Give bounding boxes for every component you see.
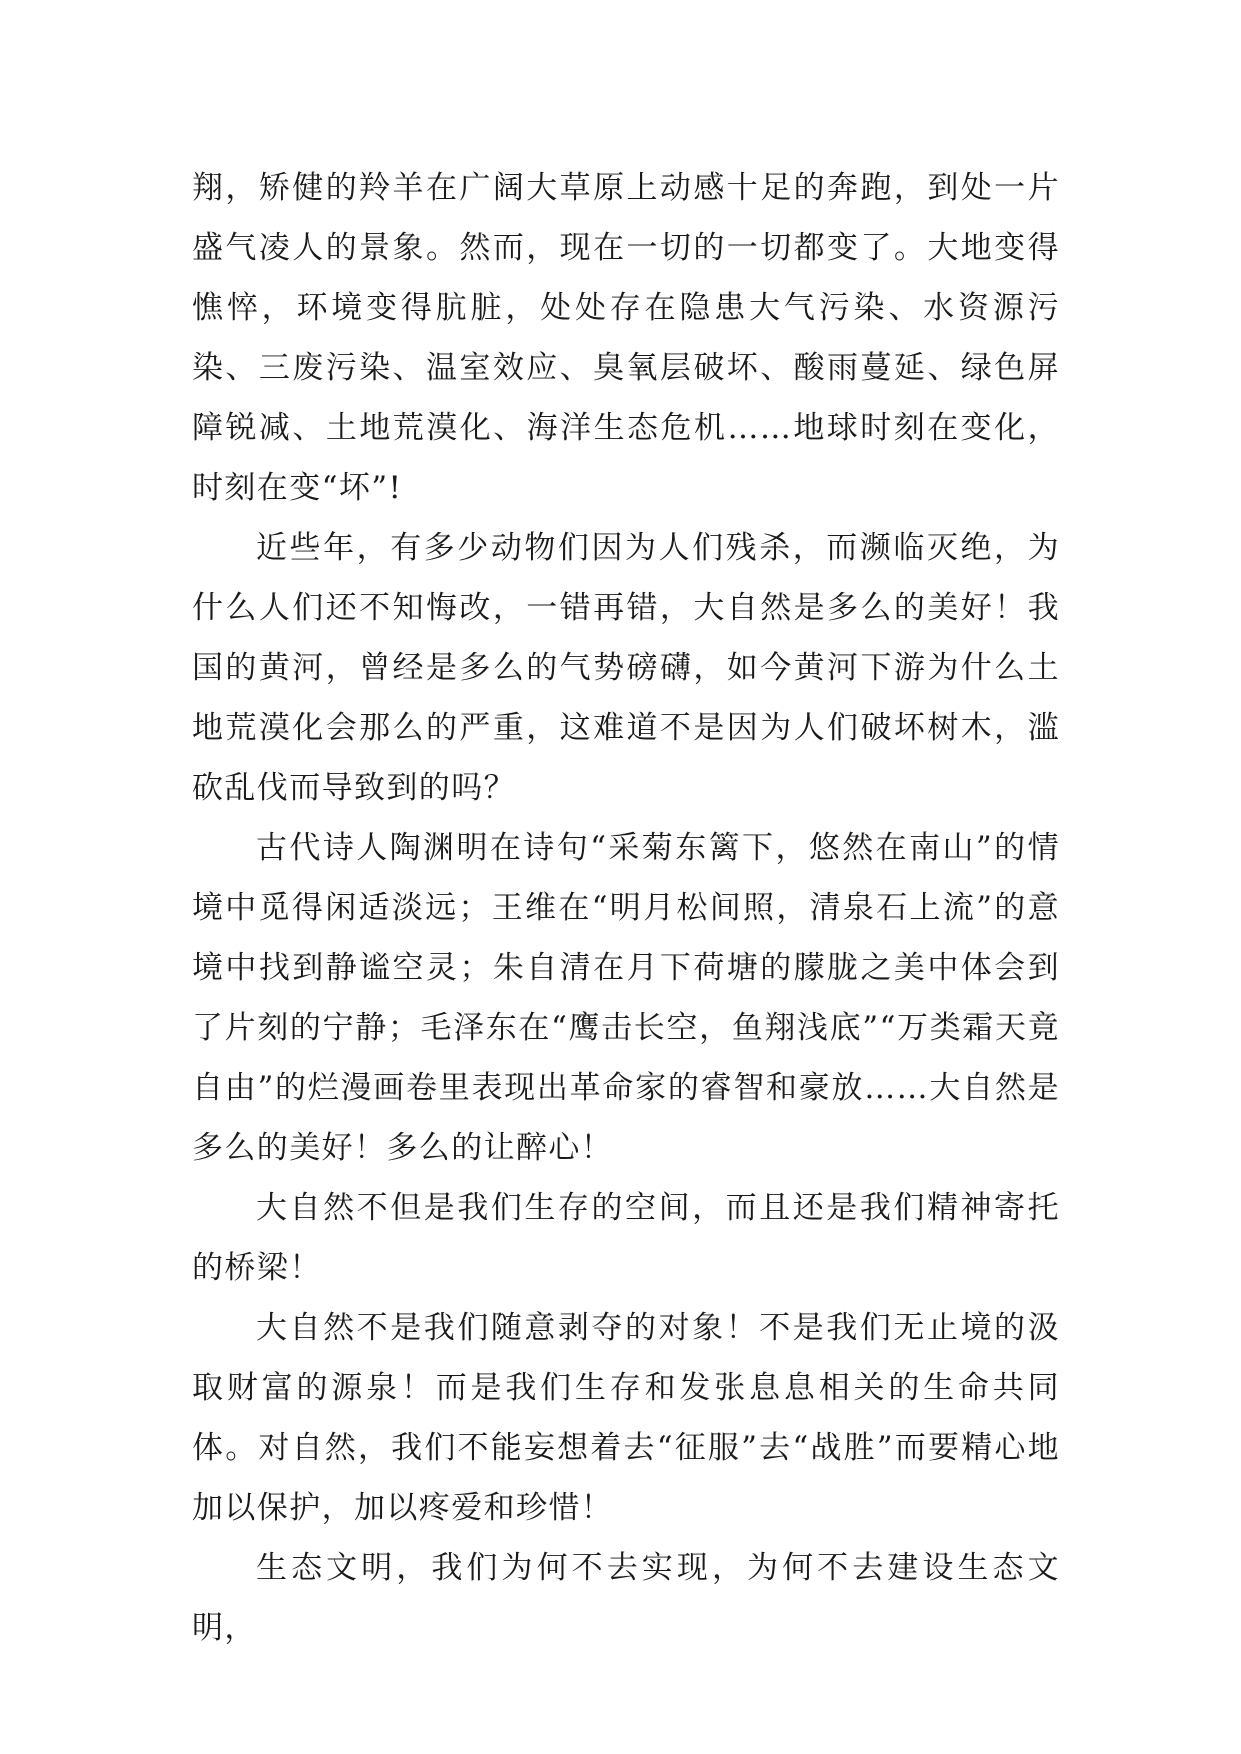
document-body <box>192 158 1060 1658</box>
paragraph-5: 大自然不是我们随意剥夺的对象！不是我们无止境的汲取财富的源泉！而是我们生存和发张息息相关的生命共同体。对自然，我们不能妄想着去“征服”去“战胜”而要精心地加以保护，加以疼爱和珍惜！ <box>192 1310 1060 1526</box>
paragraph-3: 古代诗人陶渊明在诗句“采菊东篱下，悠然在南山”的情境中觅得闲适淡远；王维在“明月松间照，清泉石上流”的意境中找到静谧空灵；朱自清在月下荷塘的朦胧之美中体会到了片刻的宁静；毛泽东在“鹰击长空，鱼翔浅底”“万类霜天竟自由”的烂漫画卷里表现出革命家的睿智和豪放……大自然是多么的美好！多么的让醉心！ <box>192 830 1060 1166</box>
paragraph-4: 大自然不但是我们生存的空间，而且还是我们精神寄托的桥梁！ <box>192 1190 1060 1286</box>
paragraph-2: 近些年，有多少动物们因为人们残杀，而濒临灭绝，为什么人们还不知悔改，一错再错，大自然是多么的美好！我国的黄河，曾经是多么的气势磅礴，如今黄河下游为什么土地荒漠化会那么的严重，这难道不是因为人们破坏树木，滥砍乱伐而导致到的吗？ <box>192 530 1060 806</box>
paragraph-1: 翔，矫健的羚羊在广阔大草原上动感十足的奔跑，到处一片盛气凌人的景象。然而，现在一切的一切都变了。大地变得憔悴，环境变得肮脏，处处存在隐患大气污染、水资源污染、三废污染、温室效应、臭氧层破坏、酸雨蔓延、绿色屏障锐减、土地荒漠化、海洋生态危机……地球时刻在变化，时刻在变“坏”! <box>192 170 1060 506</box>
paragraph-6: 生态文明，我们为何不去实现，为何不去建设生态文明， <box>192 1550 1060 1646</box>
